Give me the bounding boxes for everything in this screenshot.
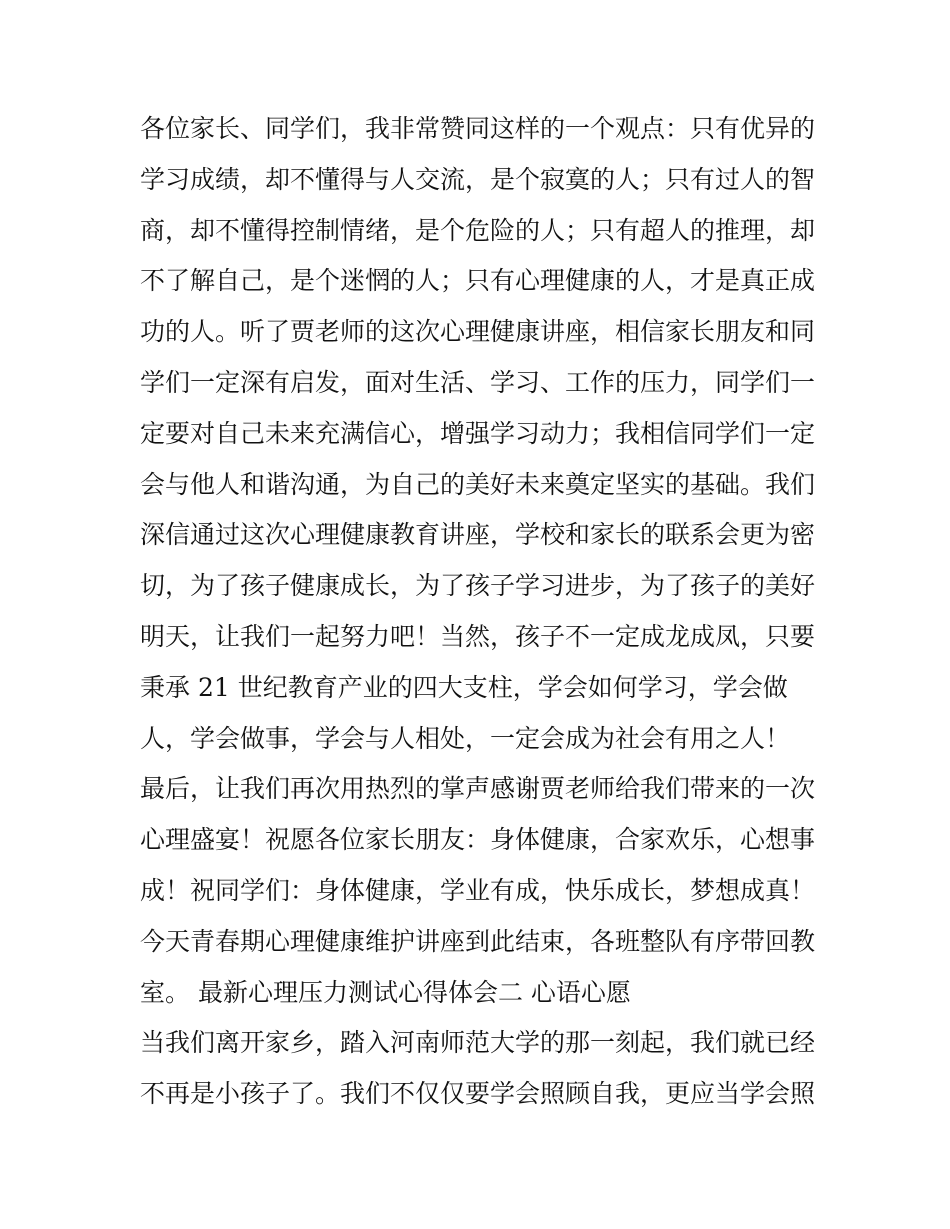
text-line: 不再是小孩子了。我们不仅仅要学会照顾自我，更应当学会照 xyxy=(140,1079,816,1109)
text-line: 室。 最新心理压力测试心得体会二 心语心愿 xyxy=(140,977,631,1007)
text-line: 不了解自己，是个迷惘的人；只有心理健康的人，才是真正成 xyxy=(140,266,816,296)
text-line: 功的人。听了贾老师的这次心理健康讲座，相信家长朋友和同 xyxy=(140,317,816,347)
text-line: 学习成绩，却不懂得与人交流，是个寂寞的人；只有过人的智 xyxy=(140,164,816,194)
text-line: 各位家长、同学们，我非常赞同这样的一个观点：只有优异的 xyxy=(140,114,816,143)
text-line: 明天，让我们一起努力吧！当然，孩子不一定成龙成凤，只要 xyxy=(140,621,816,651)
text-line: 切，为了孩子健康成长，为了孩子学习进步，为了孩子的美好 xyxy=(140,571,816,601)
text-line: 商，却不懂得控制情绪，是个危险的人；只有超人的推理，却 xyxy=(140,215,816,245)
text-line: 最后，让我们再次用热烈的掌声感谢贾老师给我们带来的一次 xyxy=(140,774,816,804)
text-line: 学们一定深有启发，面对生活、学习、工作的压力，同学们一 xyxy=(140,367,816,397)
text-line: 今天青春期心理健康维护讲座到此结束，各班整队有序带回教 xyxy=(140,926,816,956)
text-line: 深信通过这次心理健康教育讲座，学校和家长的联系会更为密 xyxy=(140,520,816,550)
body-text xyxy=(140,104,820,1120)
text-line: 秉承 21 世纪教育产业的四大支柱，学会如何学习，学会做 xyxy=(140,672,788,702)
text-line: 会与他人和谐沟通，为自己的美好未来奠定坚实的基础。我们 xyxy=(140,469,816,499)
text-line: 当我们离开家乡，踏入河南师范大学的那一刻起，我们就已经 xyxy=(140,1028,816,1058)
text-line: 成！祝同学们：身体健康，学业有成，快乐成长，梦想成真！ xyxy=(140,875,816,905)
text-line: 心理盛宴！祝愿各位家长朋友：身体健康，合家欢乐，心想事 xyxy=(140,825,816,855)
text-line: 定要对自己未来充满信心，增强学习动力；我相信同学们一定 xyxy=(140,418,816,448)
text-line: 人，学会做事，学会与人相处，一定会成为社会有用之人！ xyxy=(140,723,791,753)
